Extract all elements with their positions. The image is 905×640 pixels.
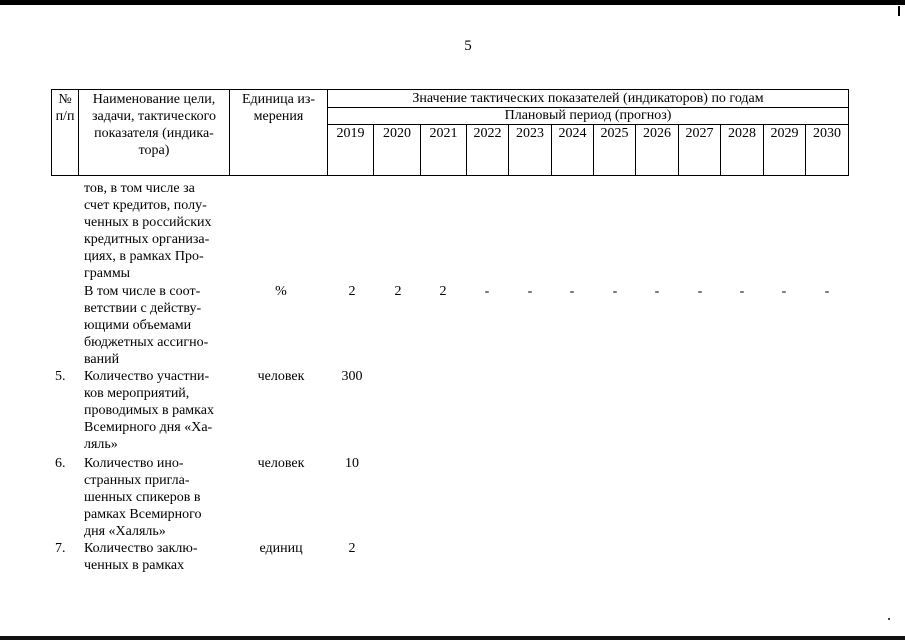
- header-year: 2030: [813, 126, 841, 141]
- scan-mark: [898, 6, 900, 16]
- header-year: 2029: [770, 126, 799, 141]
- table-row-name: [84, 455, 234, 540]
- name-line: ветствии с действу-: [84, 301, 202, 316]
- name-line: дня «Халяль»: [84, 524, 166, 539]
- name-line: ваний: [84, 352, 120, 367]
- table-row-value: -: [739, 284, 745, 299]
- name-line: ченных в рамках: [84, 558, 185, 573]
- name-line: ющими объемами: [84, 318, 192, 333]
- table-row-number: 6.: [55, 456, 66, 471]
- header-year: 2024: [558, 126, 587, 141]
- table-row-name: [84, 283, 234, 368]
- name-line: ков мероприятий,: [84, 386, 190, 401]
- name-line: ченных в российских: [84, 215, 212, 230]
- header-name-line: задачи, тактического: [91, 109, 217, 124]
- table-row-value: -: [781, 284, 787, 299]
- table-row-continued-name: [84, 180, 234, 282]
- header-values-title: Значение тактических показателей (индикаторов) по годам: [412, 91, 764, 106]
- name-line: бюджетных ассигно-: [84, 335, 209, 350]
- header-unit-col: [230, 91, 327, 125]
- table-row-value: 2: [348, 541, 356, 556]
- table-row-value: -: [484, 284, 490, 299]
- table-row-value: -: [612, 284, 618, 299]
- header-year: 2026: [643, 126, 671, 141]
- name-line: Количество участни-: [84, 369, 210, 384]
- name-line: странных пригла-: [84, 473, 190, 488]
- header-year: 2023: [516, 126, 544, 141]
- header-name-line: Наименование цели,: [92, 92, 216, 107]
- header-year: 2020: [383, 126, 411, 141]
- table-row-value: -: [569, 284, 575, 299]
- table-row-value: 2: [439, 284, 447, 299]
- table-row-unit: единиц: [259, 541, 303, 556]
- header-name-col: [79, 91, 229, 159]
- name-line: ляль»: [84, 437, 118, 452]
- name-line: рамках Всемирного: [84, 507, 202, 522]
- header-unit-line: мерения: [253, 109, 304, 124]
- table-row-unit: человек: [257, 369, 305, 384]
- table-row-value: -: [654, 284, 660, 299]
- header-year: 2028: [728, 126, 756, 141]
- name-line: В том числе в соот-: [84, 284, 201, 299]
- name-line: кредитных организа-: [84, 232, 210, 247]
- table-row-name: [84, 368, 234, 453]
- header-period-title: Плановый период (прогноз): [504, 108, 672, 123]
- table-row-value: -: [697, 284, 703, 299]
- table-row-unit: человек: [257, 456, 305, 471]
- name-line: проводимых в рамках: [84, 403, 214, 418]
- header-num-line: п/п: [55, 109, 75, 124]
- name-line: тов, в том числе за: [84, 181, 195, 196]
- header-unit-line: Единица из-: [241, 92, 316, 107]
- header-year: 2019: [336, 126, 365, 141]
- indicators-table-header: [51, 89, 849, 176]
- page-bottom-border: [0, 636, 905, 640]
- header-name-line: тора): [138, 143, 170, 158]
- table-row-value: 300: [341, 369, 363, 384]
- table-row-value: 10: [345, 456, 359, 471]
- table-row-number: 7.: [55, 541, 66, 556]
- header-year: 2022: [473, 126, 502, 141]
- header-name-line: показателя (индика-: [94, 126, 214, 141]
- table-row-unit: %: [275, 284, 287, 299]
- header-num-line: №: [58, 92, 72, 107]
- name-line: Всемирного дня «Ха-: [84, 420, 213, 435]
- table-row-value: 2: [394, 284, 402, 299]
- name-line: Количество заклю-: [84, 541, 198, 556]
- page-top-border: [0, 0, 905, 5]
- page-number: 5: [464, 38, 472, 54]
- table-row-name: [84, 540, 234, 574]
- scan-speck: [888, 618, 890, 620]
- header-year: 2027: [685, 126, 714, 141]
- table-row-value: 2: [348, 284, 356, 299]
- name-line: циях, в рамках Про-: [84, 249, 204, 264]
- table-row-number: 5.: [55, 369, 66, 384]
- name-line: Количество ино-: [84, 456, 184, 471]
- name-line: шенных спикеров в: [84, 490, 201, 505]
- table-row-value: -: [527, 284, 533, 299]
- header-year: 2025: [600, 126, 629, 141]
- header-num-col: [51, 91, 79, 125]
- name-line: счет кредитов, полу-: [84, 198, 207, 213]
- name-line: граммы: [84, 266, 131, 281]
- header-year: 2021: [429, 126, 458, 141]
- table-row-value: -: [824, 284, 830, 299]
